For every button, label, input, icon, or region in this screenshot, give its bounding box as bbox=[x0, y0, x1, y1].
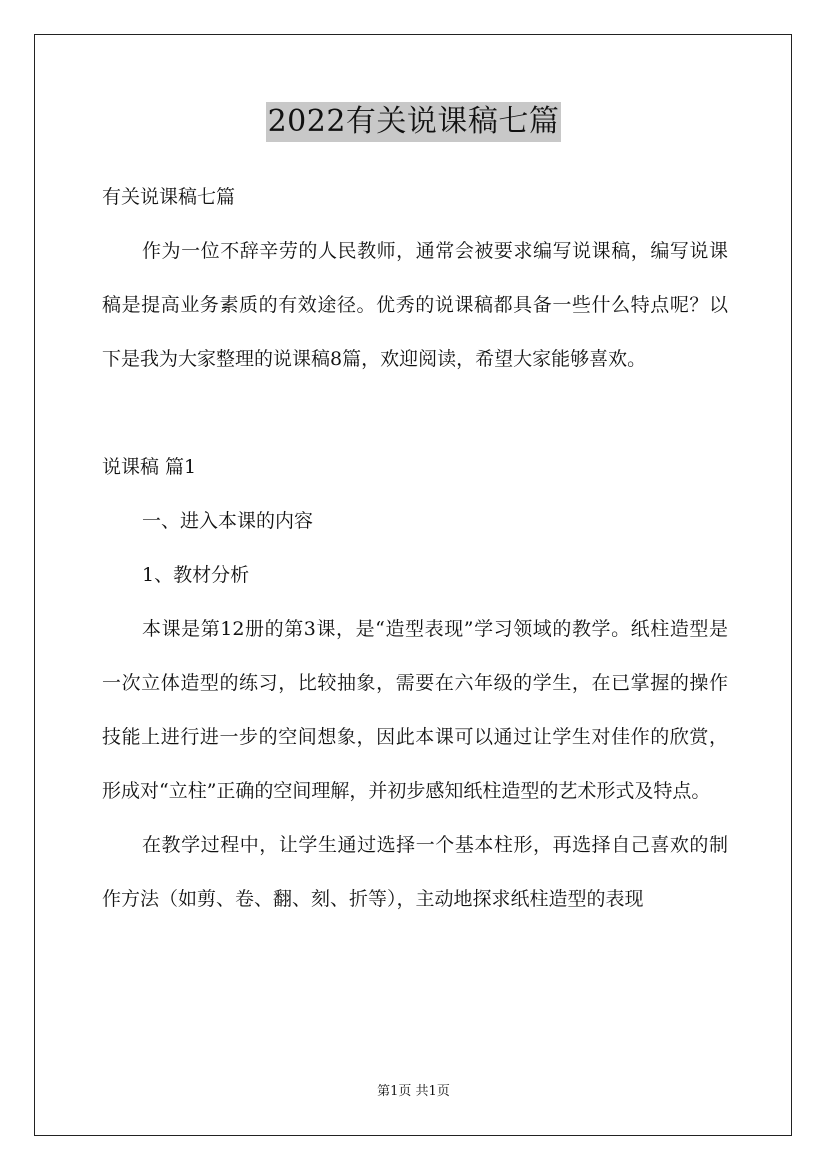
body-paragraph-1: 本课是第12册的第3课，是“造型表现”学习领域的教学。纸柱造型是一次立体造型的练习，比较抽象，需要在六年级的学生，在已掌握的操作技能上进行进一步的空间想象，因此本课可以通过让学生对佳作的欣赏，形成对“立柱”正确的空间理解，并初步感知纸柱造型的艺术形式及特点。 bbox=[102, 618, 728, 802]
intro-paragraph: 作为一位不辞辛劳的人民教师，通常会被要求编写说课稿，编写说课稿是提高业务素质的有效途径。优秀的说课稿都具备一些什么特点呢？以下是我为大家整理的说课稿8篇，欢迎阅读，希望大家能够喜欢。 bbox=[102, 240, 728, 370]
section-spacer bbox=[102, 386, 728, 440]
body-paragraph-2: 在教学过程中，让学生通过选择一个基本柱形，再选择自己喜欢的制作方法（如剪、卷、翻、刻、折等），主动地探求纸柱造型的表现 bbox=[102, 834, 728, 910]
item-heading-2: 1、教材分析 bbox=[142, 564, 250, 586]
document-subtitle: 有关说课稿七篇 bbox=[102, 186, 236, 208]
document-title: 2022有关说课稿七篇 bbox=[266, 102, 562, 142]
title-wrap bbox=[0, 102, 827, 142]
item-heading-1: 一、进入本课的内容 bbox=[142, 510, 314, 532]
section-heading: 说课稿 篇1 bbox=[102, 456, 197, 478]
document-body bbox=[102, 170, 728, 926]
page-footer: 第1页 共1页 bbox=[377, 1084, 450, 1099]
